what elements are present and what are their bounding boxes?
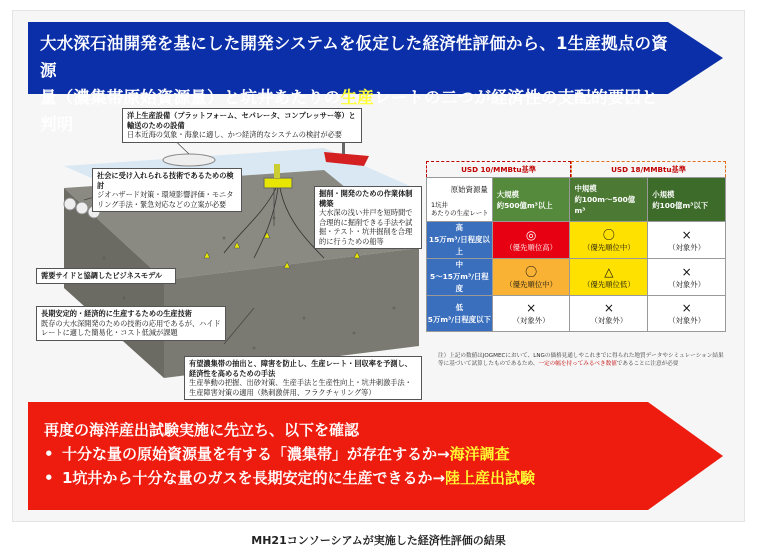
economic-evaluation-table <box>426 161 726 333</box>
callout-longterm-title: 長期安定的・経済的に生産するための生産技術 <box>41 309 192 318</box>
cell-medium-small: × （対象外） <box>648 259 726 296</box>
usd10-criterion-label: USD 10/MMBtu基準 <box>426 161 571 177</box>
callout-surface-body: 日本近海の気象・海象に適し、かつ経済的なシステムの検討が必要 <box>127 130 342 139</box>
col-header-medium: 中規模 約100m～500億m³ <box>570 178 648 222</box>
evaluation-matrix <box>426 177 726 332</box>
corner-resource-label: 原始資源量 <box>450 185 488 194</box>
callout-surface-title: 洋上生産設備（プラットフォーム、セパレータ、コンプレッサー等）と輸送のための設備 <box>127 111 356 130</box>
corner-rate-label: 1坑井 あたりの生産レート <box>431 201 489 217</box>
seafloor-illustration <box>24 108 424 398</box>
top-line2-highlight: 生産 <box>340 88 375 107</box>
callout-demand-title: 需要サイドと協調したビジネスモデル <box>41 271 163 280</box>
callout-society-title: 社会に受け入れられる技術であるための検討 <box>97 171 234 190</box>
col-header-small: 小規模 約100億m³以下 <box>648 178 726 222</box>
bottom-banner-text <box>44 418 664 490</box>
row-header-medium: 中 5～15万m³/日程度 <box>427 259 493 296</box>
callout-drilling-body: 大水深の浅い井戸を短時間で合理的に掘削できる手法や試掘・テスト・坑井掘削を合理的に行うための船等 <box>319 208 413 246</box>
cell-high-small: × （対象外） <box>648 222 726 259</box>
callout-long-term-production <box>36 306 226 341</box>
bottom-banner-line-1: 再度の海洋産出試験実施に先立ち、以下を確認 <box>44 421 360 439</box>
callout-longterm-body: 既存の大水深開発のための技術の応用であるが、ハイドレートに適した簡易化・コスト低減が課題 <box>41 318 221 337</box>
top-banner-line-1: 大水深石油開発を基にした開発システムを仮定した経済性評価から、1生産拠点の資源 <box>40 34 668 80</box>
callout-reservoir-methods <box>184 356 422 400</box>
callout-drilling-title: 掘削・開発のための作業体制構築 <box>319 189 413 208</box>
callout-society-body: ジオハザード対策・環境影響評価・モニタリング手法・緊急対応などの立案が必要 <box>97 190 234 209</box>
cell-medium-large: 〇 （優先順位中） <box>492 259 570 296</box>
top-line2-a: 量（濃集帯原始資源量）と坑井あたりの <box>40 88 341 107</box>
bottom-bullet-1: • 十分な量の原始資源量を有する「濃集帯」が存在するか→海洋調査 <box>44 445 510 463</box>
table-footnote: 注）上記の数値はJOGMECにおいて、LNGの価格見通しやこれまでに得られた地質データやシミュレーション結果等に基づいて試算したものであるため、一定の幅を持ってみるべき数値であることに注意が必要 <box>438 353 724 367</box>
table-corner-header <box>427 178 493 222</box>
cell-high-medium: 〇 （優先順位中） <box>570 222 648 259</box>
figure-caption: MH21コンソーシアムが実施した経済性評価の結果 <box>251 534 506 547</box>
callout-reservoir-body: 生産挙動の把握、出砂対策、生産手法と生産性向上・坑井刺激手法・生産障害対策の適用（熱刺激併用、フラクチャリング等） <box>189 378 412 397</box>
callout-surface-facilities <box>122 108 362 143</box>
callout-drilling <box>314 186 422 249</box>
callout-business-model <box>36 268 176 284</box>
production-system-diagram <box>24 108 424 398</box>
row-header-high: 高 15万m³/日程度以上 <box>427 222 493 259</box>
cell-medium-medium: △ （優先順位低） <box>570 259 648 296</box>
cell-low-medium: × （対象外） <box>570 296 648 332</box>
callout-social-acceptance <box>92 168 242 212</box>
cell-high-large: ◎ （優先順位高） <box>492 222 570 259</box>
bottom-bullet-2: • 1坑井から十分な量のガスを長期安定的に生産できるか→陸上産出試験 <box>44 469 536 487</box>
col-header-large: 大規模 約500億m³以上 <box>492 178 570 222</box>
callout-reservoir-title: 有望濃集帯の抽出と、障害を防止し、生産レート・回収率を予測し、経済性を高めるための手法 <box>189 359 412 378</box>
cell-low-large: × （対象外） <box>492 296 570 332</box>
top-line2-b: レートの二つが経済性の支配的要因と判明 <box>40 88 658 134</box>
usd18-criterion-label: USD 18/MMBtu基準 <box>571 161 726 177</box>
row-header-low: 低 5万m³/日程度以下 <box>427 296 493 332</box>
cell-low-small: × （対象外） <box>648 296 726 332</box>
